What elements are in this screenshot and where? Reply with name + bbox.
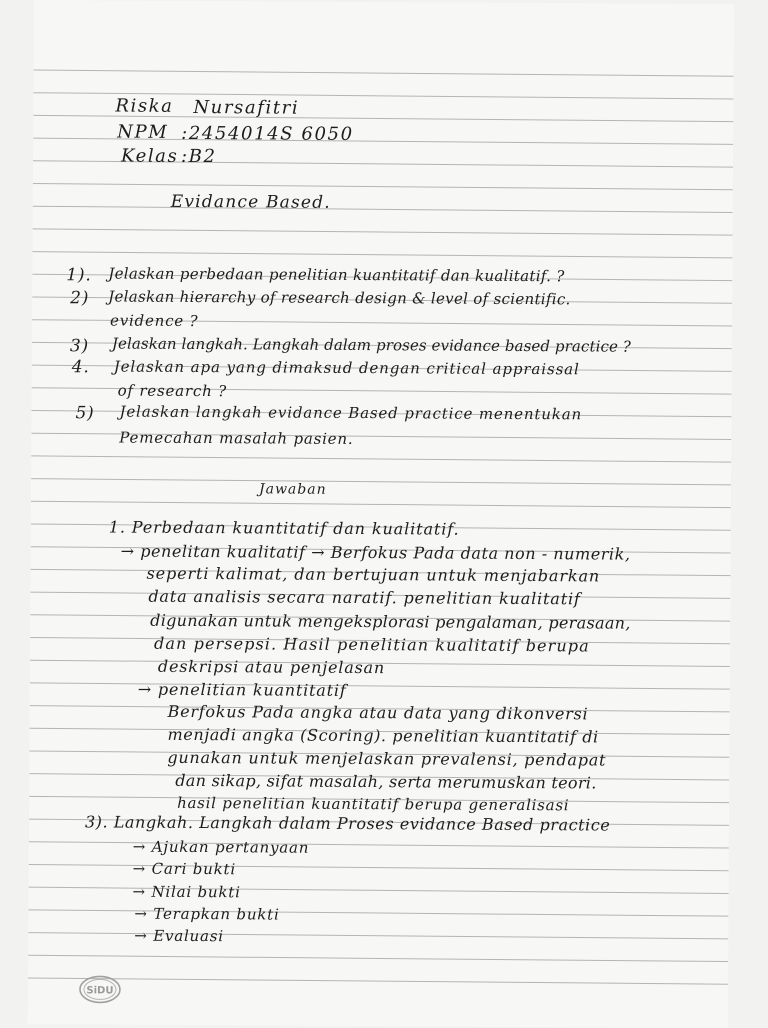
answer-line-6: dan persepsi. Hasil penelitian kualitatif berupa: [154, 633, 590, 656]
ruled-line: [32, 252, 732, 258]
answer-line-18: → Terapkan bukti: [134, 904, 280, 924]
answer-line-16: → Cari bukti: [132, 859, 237, 879]
question-text-5b: Pemecahan masalah pasien.: [119, 428, 354, 448]
answer-line-4: data analisis secara naratif. penelitian kualitatif: [148, 586, 581, 609]
answer-line-19: → Evaluasi: [134, 926, 224, 946]
answer-line-2: → penelitan kualitatif → Berfokus Pada data non - numerik,: [120, 541, 631, 564]
logo-text: SiDU: [86, 985, 114, 997]
page-title: Evidance Based.: [170, 191, 331, 213]
ruled-line: [33, 229, 733, 235]
answer-heading: Jawaban: [258, 481, 327, 498]
name-label: Riska: [115, 95, 174, 117]
answer-line-11: gunakan untuk menjelaskan prevalensi, pendapat: [167, 747, 607, 770]
question-text-1: Jelaskan perbedaan penelitian kuantitatif dan kualitatif. ?: [108, 264, 565, 286]
answer-line-12: dan sikap, sifat masalah, serta merumuskan teori.: [175, 770, 597, 793]
question-num-5: 5): [75, 403, 95, 424]
question-text-2: Jelaskan hierarchy of research design & level of scientific.: [108, 287, 571, 309]
answer-line-9: Berfokus Pada angka atau data yang dikonversi: [167, 701, 589, 724]
ruled-line: [31, 456, 731, 462]
kelas-label: Kelas: [120, 145, 179, 167]
ruled-line: [28, 978, 728, 984]
name-value: Nursafitri: [193, 96, 300, 119]
notebook-page: [28, 0, 734, 1028]
answer-line-14: 3). Langkah. Langkah dalam Proses evidance Based practice: [84, 812, 611, 835]
ruled-line: [34, 70, 734, 76]
answer-line-7: deskripsi atau penjelasan: [157, 656, 386, 678]
npm-label: NPM: [117, 121, 169, 143]
question-text-5: Jelaskan langkah evidance Based practice menentukan: [119, 402, 583, 424]
question-num-1: 1).: [66, 265, 92, 286]
answer-line-13: hasil penelitian kuantitatif berupa generalisasi: [177, 793, 570, 815]
answer-line-15: → Ajukan pertanyaan: [132, 837, 310, 857]
answer-line-1: 1. Perbedaan kuantitatif dan kualitatif.: [108, 517, 460, 539]
ruled-line: [31, 501, 731, 507]
question-num-3: 3): [69, 336, 90, 357]
answer-line-17: → Nilai bukti: [132, 882, 241, 902]
answer-line-10: menjadi angka (Scoring). penelitian kuantitatif di: [167, 724, 599, 747]
answer-line-3: seperti kalimat, dan bertujuan untuk menjabarkan: [146, 563, 601, 586]
answer-line-5: digunakan untuk mengeksplorasi pengalaman, perasaan,: [150, 610, 631, 633]
question-text-2b: evidence ?: [109, 311, 199, 331]
question-text-3: Jelaskan langkah. Langkah dalam proses evidance based practice ?: [111, 334, 632, 356]
ruled-line: [33, 183, 733, 189]
ruled-line: [28, 955, 728, 961]
question-text-4b: of research ?: [117, 381, 228, 401]
npm-value: :2454014S 6050: [181, 122, 354, 145]
sidu-logo-icon: [78, 974, 122, 1004]
answer-line-8: → penelitian kuantitatif: [137, 679, 347, 700]
ruled-line: [33, 206, 733, 212]
question-num-4: 4.: [71, 357, 90, 378]
question-num-2: 2): [70, 288, 90, 309]
ruled-line: [31, 479, 731, 485]
ruled-line: [30, 683, 730, 689]
question-text-4: Jelaskan apa yang dimaksud dengan critical appraissal: [113, 357, 580, 379]
kelas-value: :B2: [180, 145, 217, 168]
